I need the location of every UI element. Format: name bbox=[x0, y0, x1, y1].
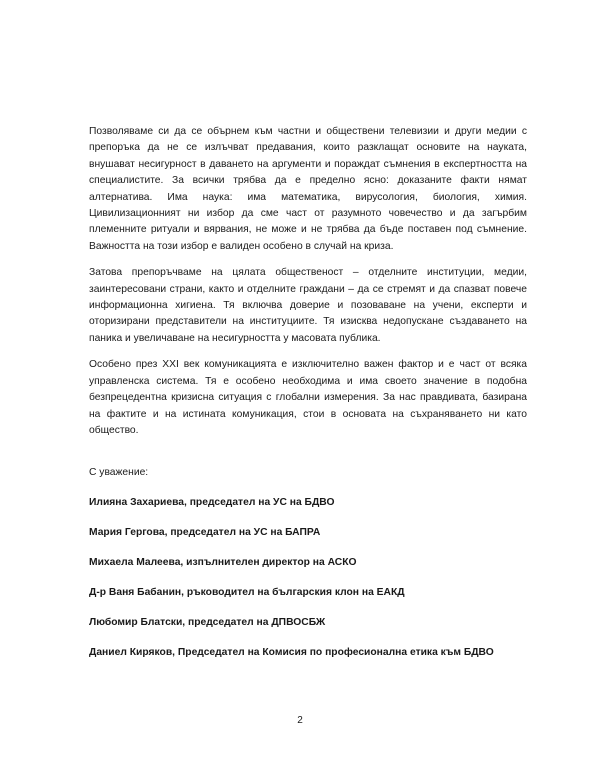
paragraph-information-hygiene: Затова препоръчваме на цялата общественост – отделните институции, медии, заинтересовани страни, както и отделните граждани – да се стремят и да спазват повече информационна хигиена. Тя включва доверие и позоваване на учени, експерти и оторизирани представители на институциите. Тя изисква недопускане създаването на паника и увеличаване на несигурността у масовата публика. bbox=[89, 267, 527, 344]
document-body bbox=[89, 124, 527, 675]
signatory-5: Любомир Блатски, председател на ДПВОСБЖ bbox=[89, 616, 326, 628]
signatory-3: Михаела Малеева, изпълнителен директор на АСКО bbox=[89, 556, 357, 568]
paragraph-communication: Особено през XXI век комуникацията е изключително важен фактор и е част от всяка управленска система. Тя е особено необходима и има своето значение в подобна безпрецедентна кризисна ситуация с глобални измерения. За нас правдивата, базирана на фактите и на истината комуникация, стои в основата на съхраняването ни като общество. bbox=[89, 359, 527, 436]
signatory-4: Д-р Ваня Бабанин, ръководител на българския клон на ЕАКД bbox=[89, 586, 405, 598]
signatory-6: Даниел Киряков, Председател на Комисия по професионална етика към БДВО bbox=[89, 646, 494, 658]
page-number: 2 bbox=[297, 715, 303, 726]
paragraph-science-media: Позволяваме си да се обърнем към частни и обществени телевизии и други медии с препоръка да не се излъчват предавания, които разклащат основите на науката, внушават несигурност в даването на аргументи и пораждат съмнения в експертността на специалистите. За всички трябва да е пределно ясно: доказаните факти нямат алтернатива. Има наука: има математика, вирусология, биология, химия. Цивилизационният ни избор да сме част от разумното човечество и да загърбим племенните ритуали и вярвания, не може и не трябва да бъде поставен под съмнение. Важността на този избор е валиден особено в случай на криза. bbox=[89, 126, 527, 252]
signatory-2: Мария Гергова, председател на УС на БАПРА bbox=[89, 526, 321, 538]
signatory-1: Илияна Захариева, председател на УС на БДВО bbox=[89, 496, 335, 508]
closing-greeting: С уважение: bbox=[89, 467, 149, 479]
